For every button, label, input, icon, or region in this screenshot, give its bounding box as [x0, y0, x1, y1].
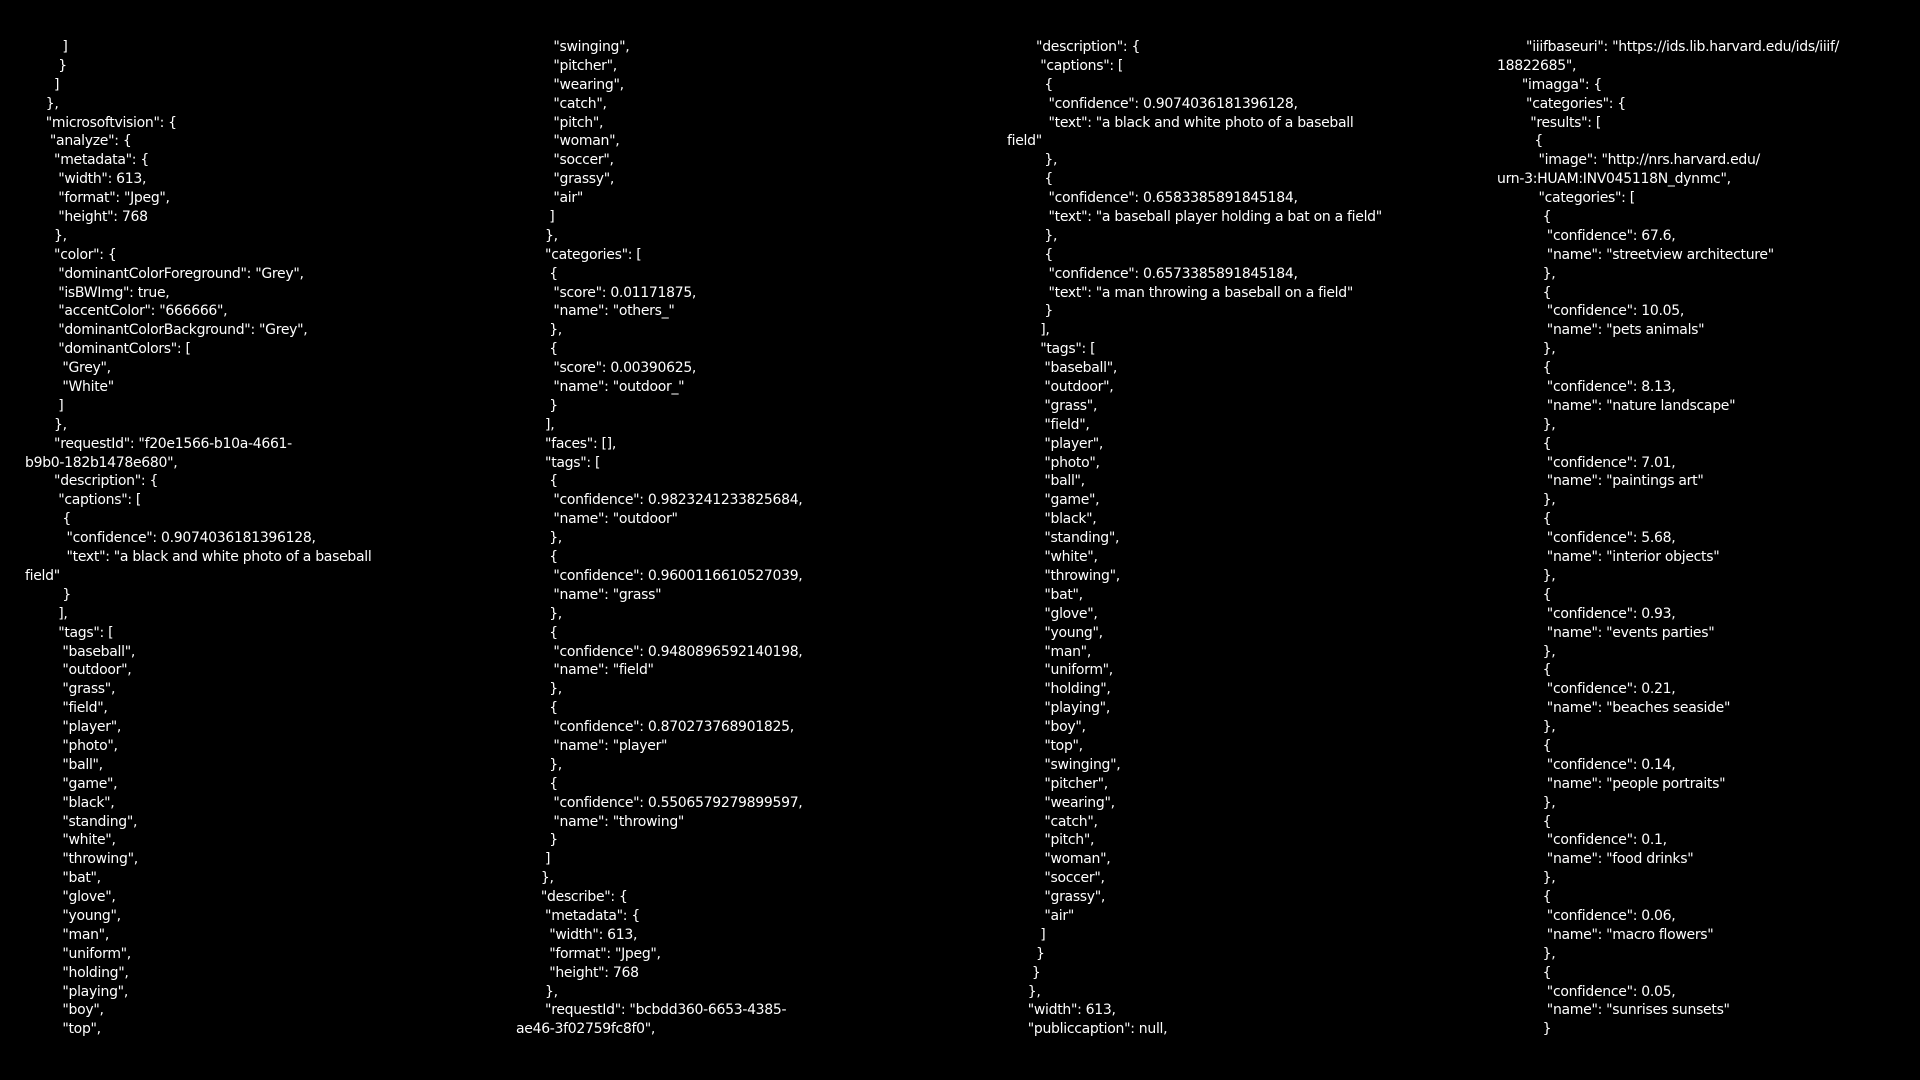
- code-line: },: [1007, 983, 1041, 1000]
- code-line: ]: [1007, 926, 1046, 943]
- code-line: },: [1497, 945, 1556, 962]
- code-line: {: [1497, 813, 1552, 830]
- code-line: "top",: [25, 1021, 101, 1038]
- code-line: "confidence": 5.68,: [1497, 530, 1676, 547]
- code-line: "height": 768: [516, 964, 639, 981]
- code-line: "height": 768: [25, 209, 148, 226]
- code-line: "White": [25, 379, 114, 396]
- code-line: "format": "Jpeg",: [516, 945, 661, 962]
- code-line: "name": "paintings art": [1497, 473, 1704, 490]
- code-line: "requestId": "f20e1566-b10a-4661-: [25, 435, 292, 452]
- code-line: },: [1497, 567, 1556, 584]
- code-line: "uniform",: [25, 945, 131, 962]
- code-line: ]: [25, 39, 68, 55]
- code-line: "field",: [1007, 416, 1090, 433]
- code-line: "name": "field": [516, 662, 654, 679]
- code-line: },: [516, 756, 562, 773]
- code-line: "analyze": {: [25, 133, 132, 150]
- code-line: }: [1007, 964, 1041, 981]
- code-line: "isBWImg": true,: [25, 284, 170, 301]
- code-line: "young",: [1007, 624, 1103, 641]
- code-line: "imagga": {: [1497, 76, 1603, 93]
- code-line: "tags": [: [25, 624, 114, 641]
- code-line: "wearing",: [516, 76, 624, 93]
- code-line: }: [516, 832, 558, 849]
- json-column-1: [25, 38, 465, 1039]
- code-line: "name": "events parties": [1497, 624, 1715, 641]
- code-line: "confidence": 0.870273768901825,: [516, 719, 794, 736]
- code-line: },: [25, 227, 67, 244]
- code-line: "color": {: [25, 246, 117, 263]
- code-line: {: [516, 473, 558, 490]
- code-line: "name": "macro flowers": [1497, 926, 1714, 943]
- code-line: }: [516, 397, 558, 414]
- code-line: "grass",: [25, 681, 116, 698]
- code-line: "grassy",: [1007, 889, 1106, 906]
- code-line: },: [1497, 719, 1556, 736]
- code-line: "text": "a black and white photo of a baseball: [25, 549, 372, 566]
- code-line: "width": 613,: [516, 926, 638, 943]
- code-line: {: [1497, 586, 1552, 603]
- code-line: "standing",: [1007, 530, 1120, 547]
- json-column-2: [516, 38, 956, 1039]
- code-line: }: [1007, 945, 1045, 962]
- code-line: "ball",: [25, 756, 103, 773]
- code-line: "tags": [: [516, 454, 601, 471]
- code-line: "confidence": 0.06,: [1497, 907, 1676, 924]
- code-line: "dominantColors": [: [25, 341, 191, 358]
- code-line: "confidence": 0.9074036181396128,: [1007, 95, 1298, 112]
- code-line: ]: [516, 209, 555, 226]
- code-line: {: [516, 775, 558, 792]
- code-line: "name": "beaches seaside": [1497, 700, 1731, 717]
- code-line: "microsoftvision": {: [25, 114, 177, 131]
- code-line: "woman",: [1007, 851, 1111, 868]
- code-line: "image": "http://nrs.harvard.edu/: [1497, 152, 1760, 169]
- code-line: "man",: [25, 926, 109, 943]
- code-line: "playing",: [25, 983, 128, 1000]
- code-line: "metadata": {: [25, 152, 149, 169]
- code-line: "iiifbaseuri": "https://ids.lib.harvard.edu/ids/iiif/: [1497, 39, 1840, 55]
- code-line: {: [1497, 662, 1552, 679]
- code-line: ],: [25, 605, 68, 622]
- json-column-4: [1497, 38, 1920, 1039]
- code-line: "description": {: [1007, 39, 1141, 55]
- code-line: "soccer",: [516, 152, 614, 169]
- code-line: "throwing",: [1007, 567, 1120, 584]
- code-line: {: [516, 700, 558, 717]
- code-line: "confidence": 0.93,: [1497, 605, 1676, 622]
- code-line: "soccer",: [1007, 870, 1105, 887]
- code-line: "confidence": 0.14,: [1497, 756, 1676, 773]
- code-line: },: [516, 322, 562, 339]
- code-line: "confidence": 0.5506579279899597,: [516, 794, 803, 811]
- code-line: "description": {: [25, 473, 159, 490]
- code-line: "confidence": 0.21,: [1497, 681, 1676, 698]
- code-line: },: [25, 95, 59, 112]
- code-line: "game",: [25, 775, 118, 792]
- code-line: "confidence": 8.13,: [1497, 379, 1676, 396]
- code-line: "black",: [25, 794, 115, 811]
- code-line: "name": "throwing": [516, 813, 685, 830]
- code-line: {: [25, 511, 71, 528]
- code-line: "describe": {: [516, 889, 628, 906]
- code-line: "field",: [25, 700, 108, 717]
- code-line: "air": [1007, 907, 1074, 924]
- code-line: "name": "streetview architecture": [1497, 246, 1774, 263]
- code-line: {: [1497, 737, 1552, 754]
- code-line: "width": 613,: [1007, 1002, 1116, 1019]
- code-line: ],: [516, 416, 555, 433]
- code-line: "confidence": 0.9600116610527039,: [516, 567, 803, 584]
- code-line: "faces": [],: [516, 435, 616, 452]
- code-line: "requestId": "bcbdd360-6653-4385-: [516, 1002, 787, 1019]
- code-line: },: [516, 530, 562, 547]
- code-line: urn-3:HUAM:INV045118N_dynmc",: [1497, 171, 1731, 188]
- code-line: "grass",: [1007, 397, 1098, 414]
- code-line: "categories": [: [516, 246, 642, 263]
- code-line: "pitch",: [1007, 832, 1095, 849]
- code-line: "swinging",: [516, 39, 630, 55]
- code-line: "score": 0.00390625,: [516, 360, 697, 377]
- code-line: "outdoor",: [1007, 379, 1114, 396]
- code-line: "boy",: [1007, 719, 1086, 736]
- code-line: "swinging",: [1007, 756, 1121, 773]
- code-line: "name": "nature landscape": [1497, 397, 1736, 414]
- code-line: "woman",: [516, 133, 620, 150]
- code-line: {: [516, 549, 558, 566]
- code-line: {: [1497, 284, 1552, 301]
- code-line: ]: [25, 76, 60, 93]
- code-line: {: [1497, 889, 1552, 906]
- code-line: "bat",: [1007, 586, 1083, 603]
- code-line: {: [1497, 209, 1552, 226]
- code-line: "text": "a baseball player holding a bat on a field": [1007, 209, 1382, 226]
- code-line: }: [25, 586, 71, 603]
- code-line: "confidence": 0.9823241233825684,: [516, 492, 803, 509]
- code-line: },: [516, 983, 558, 1000]
- code-line: "wearing",: [1007, 794, 1115, 811]
- code-line: {: [1497, 511, 1552, 528]
- code-line: "confidence": 0.9480896592140198,: [516, 643, 803, 660]
- code-line: "pitcher",: [1007, 775, 1108, 792]
- code-line: "name": "grass": [516, 586, 662, 603]
- code-line: "results": [: [1497, 114, 1602, 131]
- code-line: }: [25, 57, 67, 74]
- code-line: "outdoor",: [25, 662, 132, 679]
- code-line: "dominantColorBackground": "Grey",: [25, 322, 308, 339]
- code-line: "throwing",: [25, 851, 138, 868]
- json-column-3: [1007, 38, 1447, 1039]
- code-line: }: [1497, 1021, 1552, 1038]
- code-line: "catch",: [516, 95, 607, 112]
- code-line: "name": "outdoor_": [516, 379, 685, 396]
- code-line: "name": "pets animals": [1497, 322, 1705, 339]
- code-line: "width": 613,: [25, 171, 147, 188]
- code-line: "confidence": 10.05,: [1497, 303, 1685, 320]
- code-line: "confidence": 0.05,: [1497, 983, 1676, 1000]
- code-line: {: [516, 624, 558, 641]
- code-line: },: [516, 870, 554, 887]
- code-line: b9b0-182b1478e680",: [25, 454, 178, 471]
- code-line: "publiccaption": null,: [1007, 1021, 1168, 1038]
- code-line: {: [1497, 964, 1552, 981]
- code-line: "name": "others_": [516, 303, 675, 320]
- code-line: {: [516, 341, 558, 358]
- code-line: "name": "people portraits": [1497, 775, 1726, 792]
- code-line: "game",: [1007, 492, 1100, 509]
- code-line: "confidence": 0.1,: [1497, 832, 1667, 849]
- code-line: },: [1007, 152, 1058, 169]
- code-line: "score": 0.01171875,: [516, 284, 697, 301]
- code-line: "confidence": 0.6573385891845184,: [1007, 265, 1298, 282]
- code-line: "text": "a black and white photo of a baseball: [1007, 114, 1354, 131]
- code-line: "categories": [: [1497, 190, 1635, 207]
- code-line: "holding",: [25, 964, 129, 981]
- code-line: },: [1497, 492, 1556, 509]
- code-line: "player",: [1007, 435, 1103, 452]
- code-line: },: [1497, 416, 1556, 433]
- code-line: {: [1497, 360, 1552, 377]
- code-line: "ball",: [1007, 473, 1085, 490]
- code-line: }: [1007, 303, 1053, 320]
- code-line: {: [1007, 76, 1053, 93]
- code-line: "photo",: [1007, 454, 1100, 471]
- code-line: "air": [516, 190, 583, 207]
- code-line: "captions": [: [25, 492, 142, 509]
- code-line: "confidence": 0.6583385891845184,: [1007, 190, 1298, 207]
- code-line: "pitch",: [516, 114, 604, 131]
- code-line: },: [1497, 870, 1556, 887]
- code-line: {: [1497, 435, 1552, 452]
- code-line: "baseball",: [1007, 360, 1117, 377]
- code-line: },: [516, 227, 558, 244]
- code-line: "Grey",: [25, 360, 111, 377]
- code-line: },: [1497, 794, 1556, 811]
- code-line: "tags": [: [1007, 341, 1096, 358]
- code-line: "dominantColorForeground": "Grey",: [25, 265, 304, 282]
- code-line: },: [516, 605, 562, 622]
- code-line: },: [25, 416, 67, 433]
- code-line: "young",: [25, 907, 121, 924]
- code-line: },: [1007, 227, 1058, 244]
- code-line: },: [1497, 265, 1556, 282]
- code-line: },: [1497, 341, 1556, 358]
- code-line: "grassy",: [516, 171, 615, 188]
- code-line: "glove",: [25, 889, 116, 906]
- code-line: "metadata": {: [516, 907, 640, 924]
- code-line: field": [1007, 133, 1042, 150]
- code-line: },: [1497, 643, 1556, 660]
- code-line: {: [516, 265, 558, 282]
- code-line: "text": "a man throwing a baseball on a field": [1007, 284, 1353, 301]
- code-line: "format": "Jpeg",: [25, 190, 170, 207]
- code-line: "confidence": 67.6,: [1497, 227, 1676, 244]
- code-line: "name": "outdoor": [516, 511, 678, 528]
- code-line: "man",: [1007, 643, 1091, 660]
- code-line: "accentColor": "666666",: [25, 303, 228, 320]
- code-line: "holding",: [1007, 681, 1111, 698]
- code-line: },: [516, 681, 562, 698]
- code-line: "glove",: [1007, 605, 1098, 622]
- code-line: "white",: [25, 832, 116, 849]
- code-line: "confidence": 0.9074036181396128,: [25, 530, 316, 547]
- code-line: "catch",: [1007, 813, 1098, 830]
- code-line: field": [25, 567, 60, 584]
- code-line: "standing",: [25, 813, 138, 830]
- code-line: "boy",: [25, 1002, 104, 1019]
- code-line: "name": "sunrises sunsets": [1497, 1002, 1730, 1019]
- code-line: "confidence": 7.01,: [1497, 454, 1676, 471]
- code-line: ae46-3f02759fc8f0",: [516, 1021, 655, 1038]
- code-line: "name": "food drinks": [1497, 851, 1694, 868]
- code-line: "photo",: [25, 737, 118, 754]
- code-line: "bat",: [25, 870, 101, 887]
- code-line: "name": "player": [516, 737, 668, 754]
- code-line: "player",: [25, 719, 121, 736]
- code-line: ]: [516, 851, 551, 868]
- code-line: "pitcher",: [516, 57, 617, 74]
- code-line: ]: [25, 397, 64, 414]
- code-line: ],: [1007, 322, 1050, 339]
- code-line: "white",: [1007, 549, 1098, 566]
- code-line: "name": "interior objects": [1497, 549, 1720, 566]
- code-line: {: [1497, 133, 1543, 150]
- code-line: {: [1007, 171, 1053, 188]
- code-line: "categories": {: [1497, 95, 1626, 112]
- code-line: "baseball",: [25, 643, 135, 660]
- code-line: "uniform",: [1007, 662, 1113, 679]
- code-line: "captions": [: [1007, 57, 1124, 74]
- code-line: "black",: [1007, 511, 1097, 528]
- code-line: 18822685",: [1497, 57, 1577, 74]
- code-line: {: [1007, 246, 1053, 263]
- code-line: "top",: [1007, 737, 1083, 754]
- code-line: "playing",: [1007, 700, 1110, 717]
